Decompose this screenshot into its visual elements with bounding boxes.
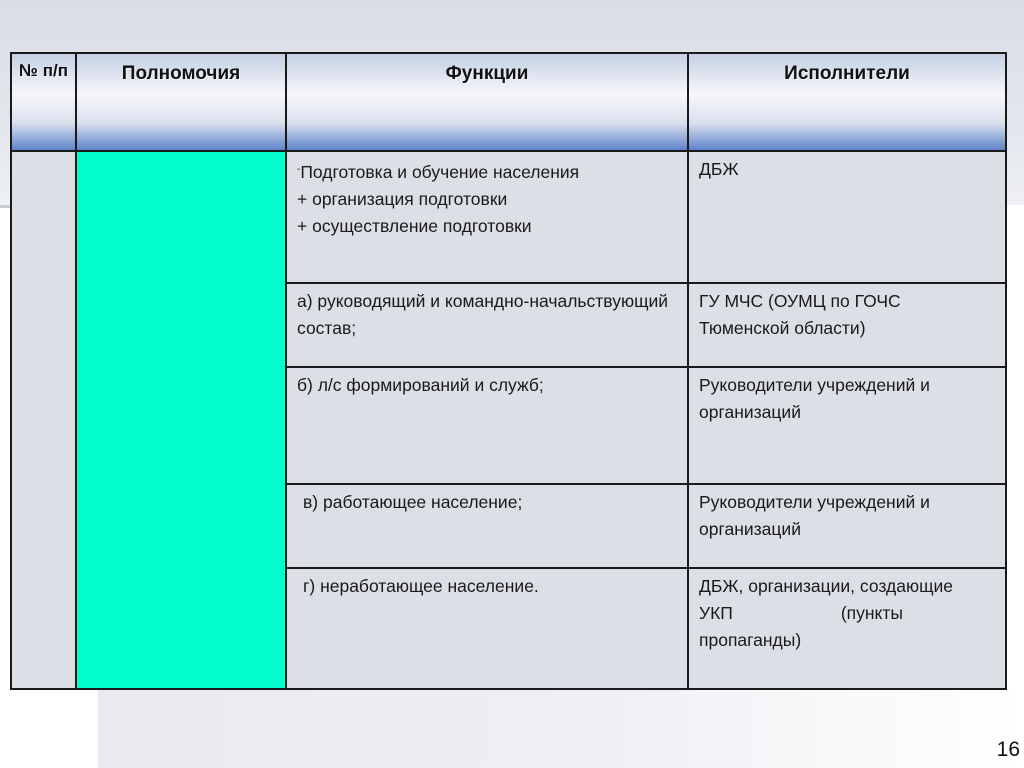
executors-cell: Руководители учреждений и организаций <box>688 484 1006 568</box>
slide-background-right <box>1005 205 1024 768</box>
header-authority: Полномочия <box>76 53 286 151</box>
functions-cell: в) работающее население; <box>286 484 688 568</box>
authority-cell <box>76 151 286 689</box>
functions-cell: -Подготовка и обучение населения + организация подготовки + осуществление подготовки <box>286 151 688 283</box>
executors-cell: Руководители учреждений и организаций <box>688 367 1006 484</box>
executors-cell: ГУ МЧС (ОУМЦ по ГОЧС Тюменской области) <box>688 283 1006 367</box>
functions-cell: а) руководящий и командно-начальствующий состав; <box>286 283 688 367</box>
slide-background-bottom <box>98 690 1024 768</box>
page-number: 16 <box>996 738 1020 761</box>
functions-cell: г) неработающее население. <box>286 568 688 689</box>
executors-cell: ДБЖ <box>688 151 1006 283</box>
functions-cell: б) л/с формирований и служб; <box>286 367 688 484</box>
table-header-row <box>11 53 1006 151</box>
header-number: № п/п <box>11 53 76 151</box>
executors-cell: ДБЖ, организации, создающие УКП (пункты пропаганды) <box>688 568 1006 689</box>
table-row <box>11 151 1006 283</box>
number-cell <box>11 151 76 689</box>
powers-functions-table <box>10 52 1007 690</box>
header-executors: Исполнители <box>688 53 1006 151</box>
header-functions: Функции <box>286 53 688 151</box>
